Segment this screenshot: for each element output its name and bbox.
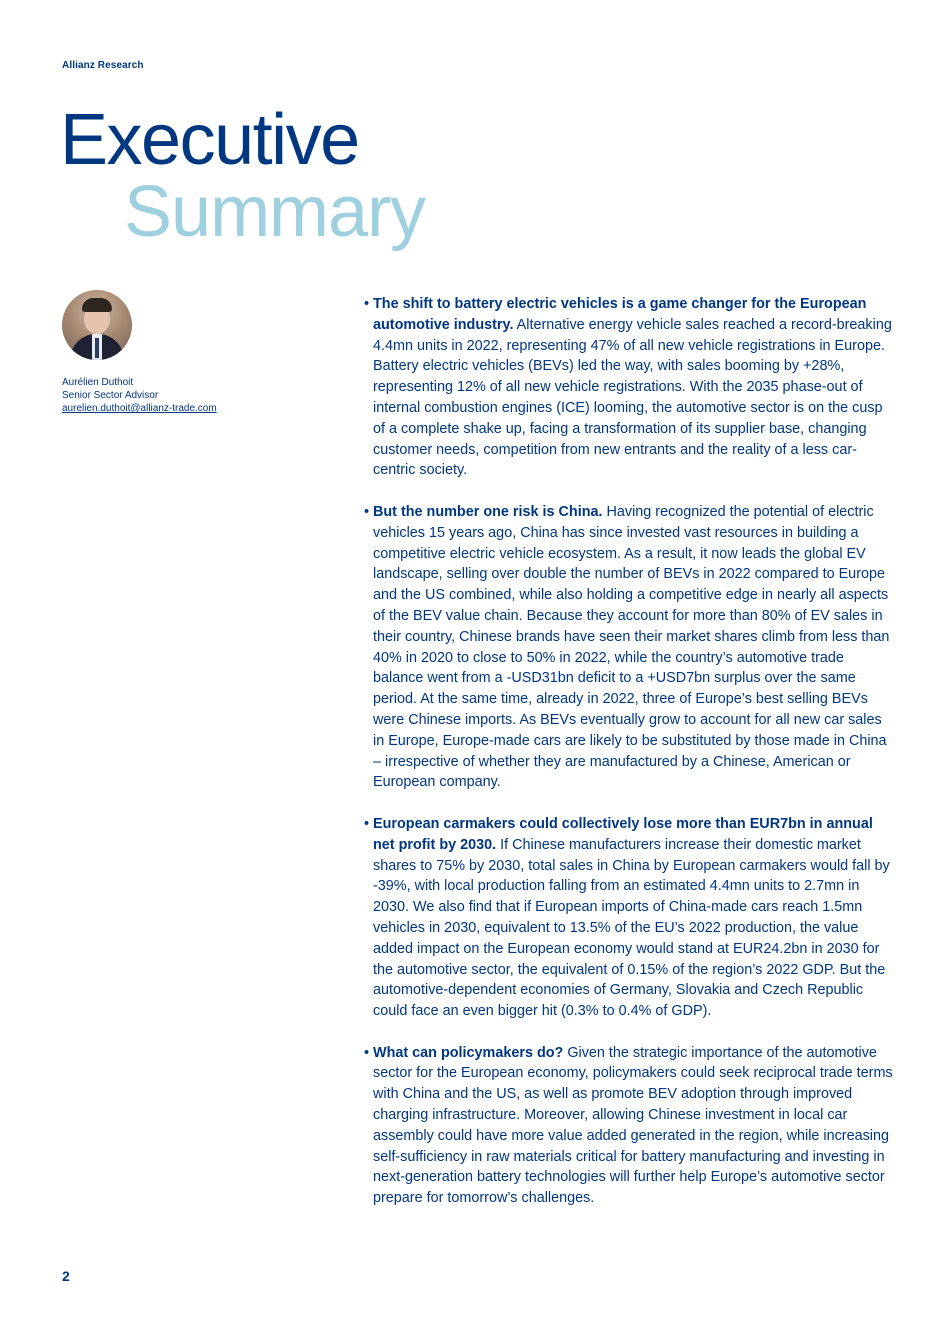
page-title-line2: Summary [124, 172, 426, 252]
author-avatar [62, 290, 132, 360]
summary-bullets [364, 294, 894, 1230]
bullet-lead: What can policymakers do? [373, 1044, 564, 1061]
bullet-body: Alternative energy vehicle sales reached a record-breaking 4.4mn units in 2022, representing 47% of all new vehicle registrations in Europe. Battery electric vehicles (BEVs) led the way, with sales booming by +28%, representing 12% of all new vehicle registrations. With the 2035 phase-out of internal combustion engines (ICE) looming, the automotive sector is on the cusp of a complete shake up, facing a transformation of its supplier base, changing customer needs, competition from new entrants and the reality of a less car-centric society. [373, 316, 892, 479]
bullet-body: Having recognized the potential of electric vehicles 15 years ago, China has since invested vast resources in building a competitive electric vehicle ecosystem. As a result, it now leads the global EV landscape, selling over double the number of BEVs in 2022 compared to Europe and the US combined, while also holding a competitive edge in nearly all aspects of the BEV value chain. Because they account for more than 80% of EV sales in their country, Chinese brands have seen their market shares climb from less than 40% in 2020 to close to 50% in 2022, while the country’s automotive trade balance went from a -USD31bn deficit to a +USD7bn surplus over the same period. At the same time, already in 2022, three of Europe’s best selling BEVs were Chinese imports. As BEVs eventually grow to account for all new car sales in Europe, Europe-made cars are likely to be substituted by those made in China – irrespective of whether they are manufactured by a Chinese, American or European company. [373, 503, 890, 791]
summary-bullet [364, 502, 894, 793]
bullet-lead: European carmakers could collectively lose more than EUR7bn in annual net profit by 2030. [373, 815, 873, 853]
summary-bullet [364, 1043, 894, 1209]
bullet-body: If Chinese manufacturers increase their domestic market shares to 75% by 2030, total sales in China by European carmakers would fall by -39%, with local production falling from an estimated 4.4mn units to 2.7mn in 2030. We also find that if European imports of China-made cars reach 1.5mn vehicles in 2030, equivalent to 13.5% of the EU’s 2022 production, the value added impact on the European economy would stand at EUR24.2bn in 2030 for the automotive sector, the equivalent of 0.15% of the region’s 2022 GDP. But the automotive-dependent economies of Germany, Slovakia and Czech Republic could face an even bigger hit (0.3% to 0.4% of GDP). [373, 836, 890, 1020]
author-block [62, 290, 302, 415]
bullet-lead: But the number one risk is China. [373, 503, 603, 520]
author-email-link[interactable]: aurelien.duthoit@allianz-trade.com [62, 403, 217, 414]
page-title-line1: Executive [60, 100, 359, 180]
publisher-label: Allianz Research [62, 60, 144, 71]
page-number: 2 [62, 1268, 70, 1284]
author-role: Senior Sector Advisor [62, 390, 159, 401]
summary-bullet [364, 814, 894, 1022]
bullet-lead: The shift to battery electric vehicles is a game changer for the European automotive industry. [373, 296, 867, 333]
author-name: Aurélien Duthoit [62, 377, 134, 388]
bullet-body: Given the strategic importance of the automotive sector for the European economy, policymakers could seek reciprocal trade terms with China and the US, as well as promote BEV adoption through improved charging infrastructure. Moreover, allowing Chinese investment in local car assembly could have more value added generated in the region, while increasing self-sufficiency in raw materials critical for battery manufacturing and investing in next-generation battery technologies will further help Europe’s automotive sector prepare for tomorrow’s challenges. [373, 1044, 893, 1207]
summary-bullet [364, 294, 894, 481]
